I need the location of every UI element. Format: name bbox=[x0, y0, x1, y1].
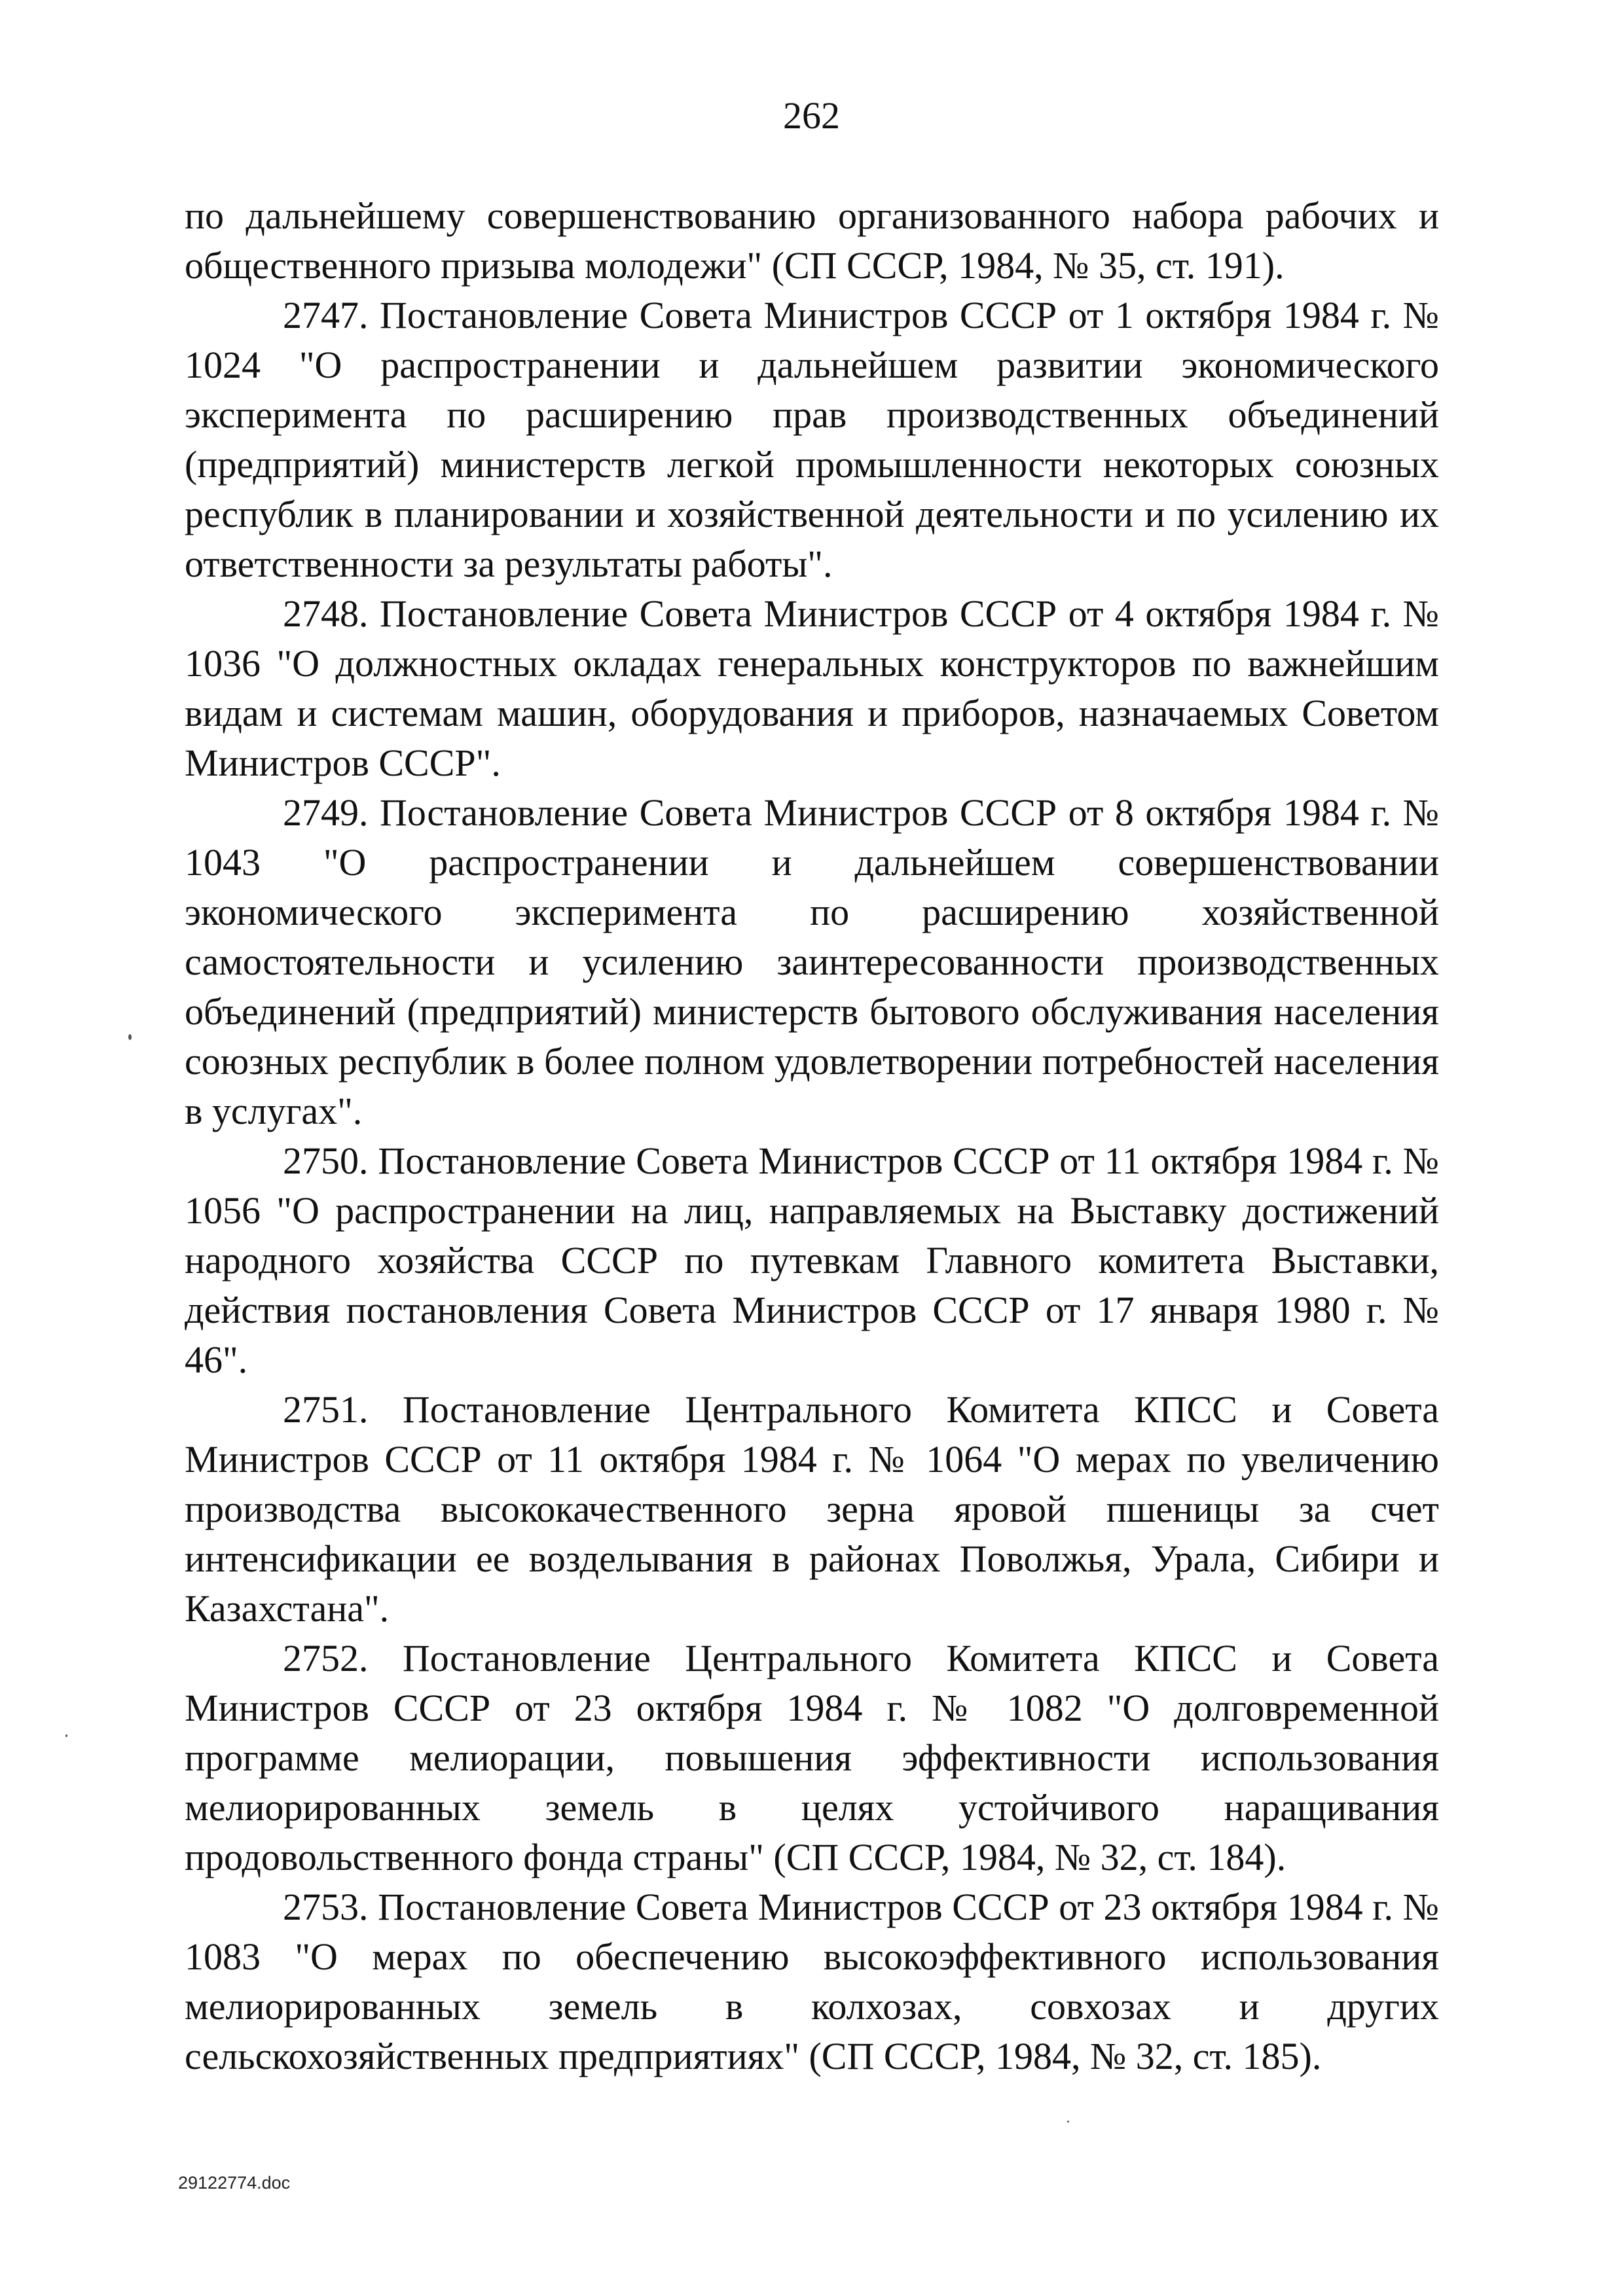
page-number: 262 bbox=[783, 94, 840, 137]
scan-speck bbox=[65, 1734, 67, 1737]
scan-speck bbox=[128, 1034, 132, 1040]
footer-filename: 29122774.doc bbox=[178, 2173, 291, 2193]
entry-2752: 2752. Постановление Центрального Комитета КПСС и Совета Министров СССР от 23 октября 1984 г. № 1082 "О долговременной программе мелиорации, повышения эффективности использования мелиорированных земель в целях устойчивого наращивания продовольственного фонда страны" (СП СССР, 1984, № 32, ст. 184). bbox=[185, 1637, 1439, 1878]
entry-2747: 2747. Постановление Совета Министров СССР от 1 октября 1984 г. № 1024 "О распространении и дальнейшем развитии экономического эксперимента по расширению прав производственных объединений (предприятий) министерств легкой промышленности некоторых союзных республик в планировании и хозяйственной деятельности и по усилению их ответственности за результаты работы". bbox=[185, 294, 1439, 585]
scan-speck bbox=[1067, 2121, 1069, 2123]
entry-2749: 2749. Постановление Совета Министров СССР от 8 октября 1984 г. № 1043 "О распространении и дальнейшем совершенствовании экономического эксперимента по расширению хозяйственной самостоятельности и усилению заинтересованности производственных объединений (предприятий) министерств бытового обслуживания населения союзных республик в более полном удовлетворении потребностей населения в услугах". bbox=[185, 791, 1439, 1132]
entry-2751: 2751. Постановление Центрального Комитета КПСС и Совета Министров СССР от 11 октября 1984 г. № 1064 "О мерах по увеличению производства высококачественного зерна яровой пшеницы за счет интенсификации ее возделывания в районах Поволжья, Урала, Сибири и Казахстана". bbox=[185, 1388, 1439, 1630]
entry-2753: 2753. Постановление Совета Министров СССР от 23 октября 1984 г. № 1083 "О мерах по обеспечению высокоэффективного использования мелиорированных земель в колхозах, совхозах и других сельскохозяйственных предприятиях" (СП СССР, 1984, № 32, ст. 185). bbox=[185, 1886, 1439, 2077]
entry-2750: 2750. Постановление Совета Министров СССР от 11 октября 1984 г. № 1056 "О распространении на лиц, направляемых на Выставку достижений народного хозяйства СССР по путевкам Главного комитета Выставки, действия постановления Совета Министров СССР от 17 января 1980 г. № 46". bbox=[185, 1139, 1439, 1381]
continuation-paragraph: по дальнейшему совершенствованию организованного набора рабочих и общественного призыва молодежи" (СП СССР, 1984, № 35, ст. 191). bbox=[185, 194, 1439, 287]
entry-2748: 2748. Постановление Совета Министров СССР от 4 октября 1984 г. № 1036 "О должностных окладах генеральных конструкторов по важнейшим видам и системам машин, оборудования и приборов, назначаемых Советом Министров СССР". bbox=[185, 592, 1439, 784]
document-body bbox=[185, 191, 1439, 2081]
